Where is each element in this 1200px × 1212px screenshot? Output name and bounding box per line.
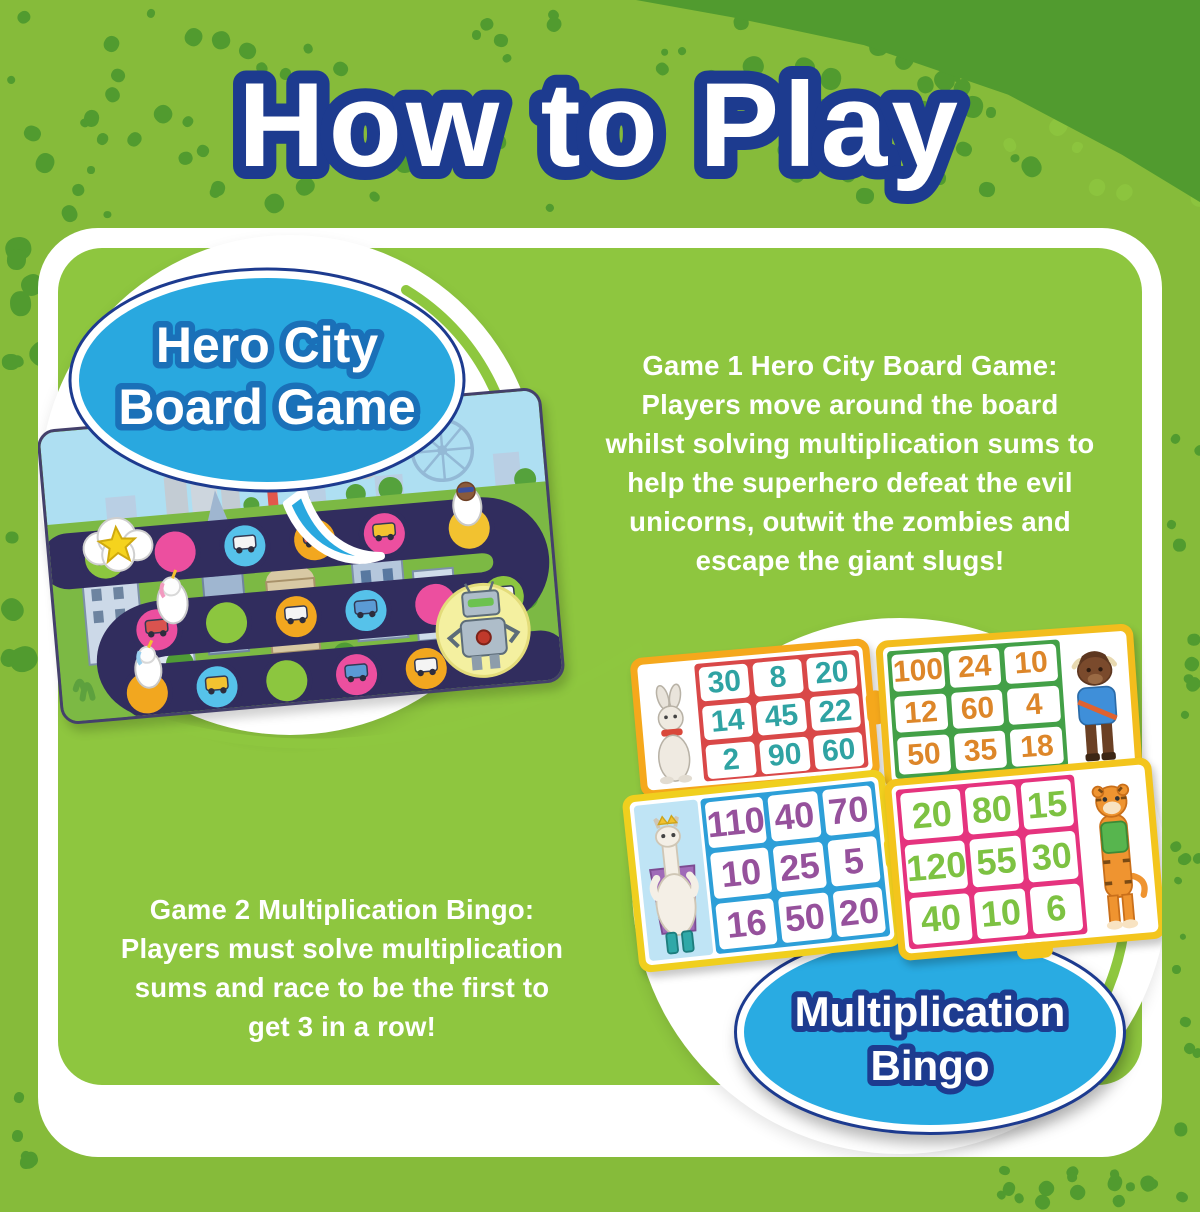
halftone-dot: [1013, 1192, 1025, 1205]
halftone-dot: [1169, 839, 1183, 853]
tiger-character-illustration: [1077, 769, 1155, 934]
bingo-cell: 10: [1004, 644, 1058, 684]
game1-description-line: help the superhero defeat the evil: [627, 467, 1073, 498]
halftone-dot: [1067, 1182, 1089, 1204]
bingo-cell: 18: [1010, 727, 1064, 767]
bingo-cell: 2: [705, 741, 757, 779]
halftone-dot: [1173, 875, 1183, 885]
content-panel: [38, 228, 1162, 1157]
bingo-cell: 60: [813, 732, 865, 770]
game2-description-line: sums and race to be the first to: [134, 972, 550, 1003]
bingo-cell: 55: [969, 836, 1023, 888]
buffalo-character-illustration: [1062, 635, 1131, 767]
game1-bubble-line2: Board Game: [118, 379, 416, 435]
game1-description-line: escape the giant slugs!: [695, 545, 1005, 576]
halftone-dot: [0, 594, 27, 625]
bingo-cell: 24: [948, 648, 1002, 688]
halftone-dot: [1177, 851, 1193, 867]
bingo-cell: 15: [1020, 779, 1074, 831]
halftone-dot: [6, 249, 26, 271]
bingo-cell: 5: [827, 836, 881, 887]
rabbit-character-illustration: [641, 664, 701, 786]
bingo-cell: 25: [773, 842, 827, 893]
game1-description-line: Players move around the board: [641, 389, 1059, 420]
bingo-cell: 45: [756, 698, 808, 736]
bingo-cell: 120: [904, 841, 968, 893]
halftone-dot: [1137, 1173, 1157, 1194]
game1-bubble-line1: Hero City: [155, 317, 379, 373]
halftone-dot: [1065, 1171, 1077, 1183]
game2-description-line: get 3 in a row!: [248, 1011, 436, 1042]
game2-description-line: Game 2 Multiplication Bingo:: [149, 894, 535, 925]
halftone-dot: [1126, 1182, 1136, 1191]
game2-description-line: Players must solve multiplication: [120, 933, 564, 964]
bingo-cell: 14: [702, 702, 754, 740]
halftone-dot: [1193, 443, 1200, 457]
halftone-dot: [6, 642, 41, 675]
page-title: [0, 14, 1200, 214]
page-title-text: How to Play: [237, 58, 963, 192]
bingo-cell: 20: [806, 654, 858, 692]
game1-description-line: Game 1 Hero City Board Game:: [642, 350, 1058, 381]
bingo-cell: 80: [965, 784, 1019, 836]
bingo-cell: 40: [909, 893, 973, 945]
bingo-cell: 100: [891, 651, 945, 691]
halftone-dot: [6, 532, 19, 544]
game2-oval-line1: Multiplication: [794, 988, 1066, 1035]
bingo-card-llama: [621, 769, 902, 974]
halftone-dot: [998, 1165, 1010, 1176]
game1-description-line: whilst solving multiplication sums to: [605, 428, 1095, 459]
halftone-dot: [1165, 519, 1177, 531]
game1-description: [558, 346, 1142, 580]
bingo-cell: 35: [953, 731, 1007, 771]
halftone-dot: [1179, 1016, 1192, 1028]
bingo-cell: 22: [809, 693, 861, 731]
bingo-cell: 10: [974, 888, 1028, 940]
bingo-cell: 16: [715, 898, 778, 950]
llama-character-illustration: [634, 799, 714, 961]
halftone-dot: [1111, 1193, 1127, 1209]
bingo-cell: 50: [778, 892, 832, 943]
halftone-dot: [1179, 933, 1187, 941]
halftone-dot: [1187, 633, 1200, 646]
halftone-dot: [1169, 432, 1182, 445]
bingo-cell: 12: [894, 693, 948, 733]
halftone-dot: [11, 1129, 24, 1142]
halftone-dot: [1172, 964, 1181, 974]
bingo-cell: 40: [767, 791, 821, 842]
halftone-dot: [1182, 655, 1200, 674]
game1-title-bubble: [45, 252, 485, 582]
bingo-cell: 90: [759, 736, 811, 774]
bingo-cell: 60: [951, 689, 1005, 729]
bingo-cell: 110: [705, 797, 768, 849]
halftone-dot: [1173, 538, 1186, 552]
bingo-card-tiger: [884, 757, 1162, 962]
game1-description-line: unicorns, outwit the zombies and: [629, 506, 1071, 537]
bubble-tail: [287, 492, 381, 560]
bingo-cell: 20: [900, 788, 964, 840]
bingo-cell: 50: [897, 735, 951, 775]
bingo-cell: 20: [832, 887, 886, 938]
bingo-cell: 70: [821, 785, 875, 836]
bingo-grid: [694, 650, 869, 782]
bingo-cell: 10: [710, 847, 773, 899]
bingo-grid: [700, 781, 890, 954]
bingo-grid: [895, 774, 1087, 949]
halftone-dot: [1174, 1190, 1189, 1204]
bingo-cell: 8: [752, 659, 804, 697]
halftone-dot: [13, 1091, 26, 1105]
game2-oval-line2: Bingo: [870, 1042, 990, 1089]
game2-description: [88, 890, 596, 1046]
halftone-dot: [1174, 1122, 1188, 1137]
bingo-grid: [887, 639, 1069, 779]
halftone-dot: [1180, 709, 1191, 720]
bingo-cell: 4: [1007, 685, 1061, 725]
bingo-cell: 30: [1024, 831, 1078, 883]
bingo-cell: 6: [1029, 883, 1083, 935]
bingo-cell: 30: [698, 663, 750, 701]
